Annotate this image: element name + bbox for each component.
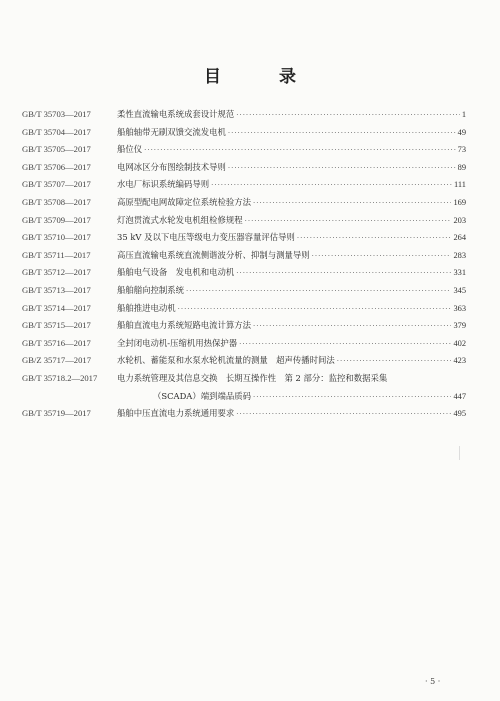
page-number: 402: [453, 338, 466, 348]
standard-title: 船位仪: [117, 144, 143, 155]
toc-row[interactable]: [22, 161, 466, 179]
page-number: 447: [453, 391, 466, 401]
leader-dots: [186, 287, 451, 295]
standard-code: GB/Z 35717—2017: [22, 355, 91, 366]
toc-row[interactable]: [22, 284, 466, 302]
standard-title: 柔性直流输电系统成套设计规范: [117, 109, 235, 119]
leader-dots: [253, 322, 451, 330]
footer-page-number: · 5 ·: [425, 677, 441, 686]
standard-code: GB/T 35712—2017: [22, 267, 91, 278]
page-number: 495: [453, 409, 466, 419]
standard-code: GB/T 35715—2017: [22, 320, 91, 331]
standard-code: GB/T 35703—2017: [22, 109, 91, 119]
standard-title: 电网冰区分布图绘制技术导则: [117, 161, 226, 172]
page-number: 203: [453, 215, 466, 225]
toc-row[interactable]: [22, 266, 466, 284]
toc-row-continuation[interactable]: [22, 390, 466, 408]
toc-row[interactable]: [22, 407, 466, 425]
standard-code: GB/T 35708—2017: [22, 196, 91, 207]
page-number: 423: [453, 356, 466, 366]
standard-code: GB/T 35704—2017: [22, 126, 91, 137]
standard-code: GB/T 35705—2017: [22, 144, 91, 155]
standard-title: 船舶轴带无刷双馈交流发电机: [117, 126, 226, 137]
standard-title: 船舶中压直流电力系统通用要求: [117, 408, 235, 419]
standard-code: GB/T 35711—2017: [22, 249, 91, 260]
page-number: 345: [453, 285, 466, 295]
page-number: 363: [453, 303, 466, 313]
page-number: 89: [457, 162, 466, 172]
page-number: 49: [457, 127, 466, 137]
leader-dots: [337, 357, 452, 365]
standard-title: 全封闭电动机-压缩机用热保护器: [117, 337, 238, 348]
leader-dots: [178, 305, 452, 313]
toc-row[interactable]: [22, 108, 466, 126]
page-number: 1: [461, 110, 466, 119]
standard-code: GB/T 35714—2017: [22, 302, 91, 313]
leader-dots: [253, 199, 451, 207]
leader-dots: [211, 181, 452, 189]
toc-row[interactable]: [22, 372, 466, 390]
leader-dots: [144, 146, 456, 154]
standard-title: 35 kV 及以下电压等级电力变压器容量评估导则: [117, 232, 295, 243]
scan-mark: [459, 446, 460, 460]
standard-title: 电力系统管理及其信息交换 长期互操作性 第 2 部分：监控和数据采集: [117, 372, 388, 383]
standard-code: GB/T 35718.2—2017: [22, 372, 98, 383]
standard-title: 水轮机、蓄能泵和水泵水轮机流量的测量 超声传播时间法: [117, 355, 335, 366]
standard-code: GB/T 35710—2017: [22, 232, 91, 243]
page-number: 264: [453, 233, 466, 243]
page-number: 169: [453, 197, 466, 207]
toc-row[interactable]: [22, 337, 466, 355]
page-number: 379: [453, 321, 466, 331]
leader-dots: [239, 340, 451, 348]
toc-row[interactable]: [22, 319, 466, 337]
toc-row[interactable]: [22, 196, 466, 214]
standard-title: （SCADA）端到端品质码: [153, 390, 251, 401]
table-of-contents: [22, 108, 466, 425]
standard-code: GB/T 35716—2017: [22, 337, 91, 348]
page-number: 283: [453, 250, 466, 260]
toc-row[interactable]: [22, 249, 466, 267]
page-number: 73: [457, 145, 466, 155]
toc-row[interactable]: [22, 126, 466, 144]
page-title: 目 录: [204, 67, 322, 87]
toc-row[interactable]: [22, 231, 466, 249]
page-number: 331: [453, 268, 466, 278]
leader-dots: [312, 252, 452, 260]
standard-code: GB/T 35719—2017: [22, 408, 91, 419]
leader-dots: [236, 269, 451, 277]
standard-title: 船舶艏向控制系统: [117, 284, 184, 295]
leader-dots: [236, 111, 460, 119]
standard-code: GB/T 35706—2017: [22, 161, 91, 172]
standard-title: 灯泡贯流式水轮发电机组检修规程: [117, 214, 243, 225]
standard-title: 船舶电气设备 发电机和电动机: [117, 267, 235, 278]
standard-title: 船舶直流电力系统短路电流计算方法: [117, 320, 251, 331]
standard-code: GB/T 35707—2017: [22, 179, 91, 190]
toc-row[interactable]: [22, 354, 466, 372]
standard-code: GB/T 35709—2017: [22, 214, 91, 225]
standard-title: 水电厂标识系统编码导则: [117, 179, 210, 190]
standard-title: 高原型配电网故障定位系统检验方法: [117, 196, 251, 207]
toc-row[interactable]: [22, 143, 466, 161]
leader-dots: [228, 164, 456, 172]
toc-row[interactable]: [22, 302, 466, 320]
standard-title: 高压直流输电系统直流侧谐波分析、抑制与测量导则: [117, 249, 310, 260]
leader-dots: [297, 234, 452, 242]
leader-dots: [245, 217, 452, 225]
leader-dots: [253, 393, 451, 401]
standard-code: GB/T 35713—2017: [22, 284, 91, 295]
standard-title: 船舶推进电动机: [117, 302, 176, 313]
leader-dots: [236, 410, 451, 418]
toc-row[interactable]: [22, 178, 466, 196]
toc-row[interactable]: [22, 214, 466, 232]
page-number: 111: [454, 180, 466, 190]
leader-dots: [228, 129, 456, 137]
